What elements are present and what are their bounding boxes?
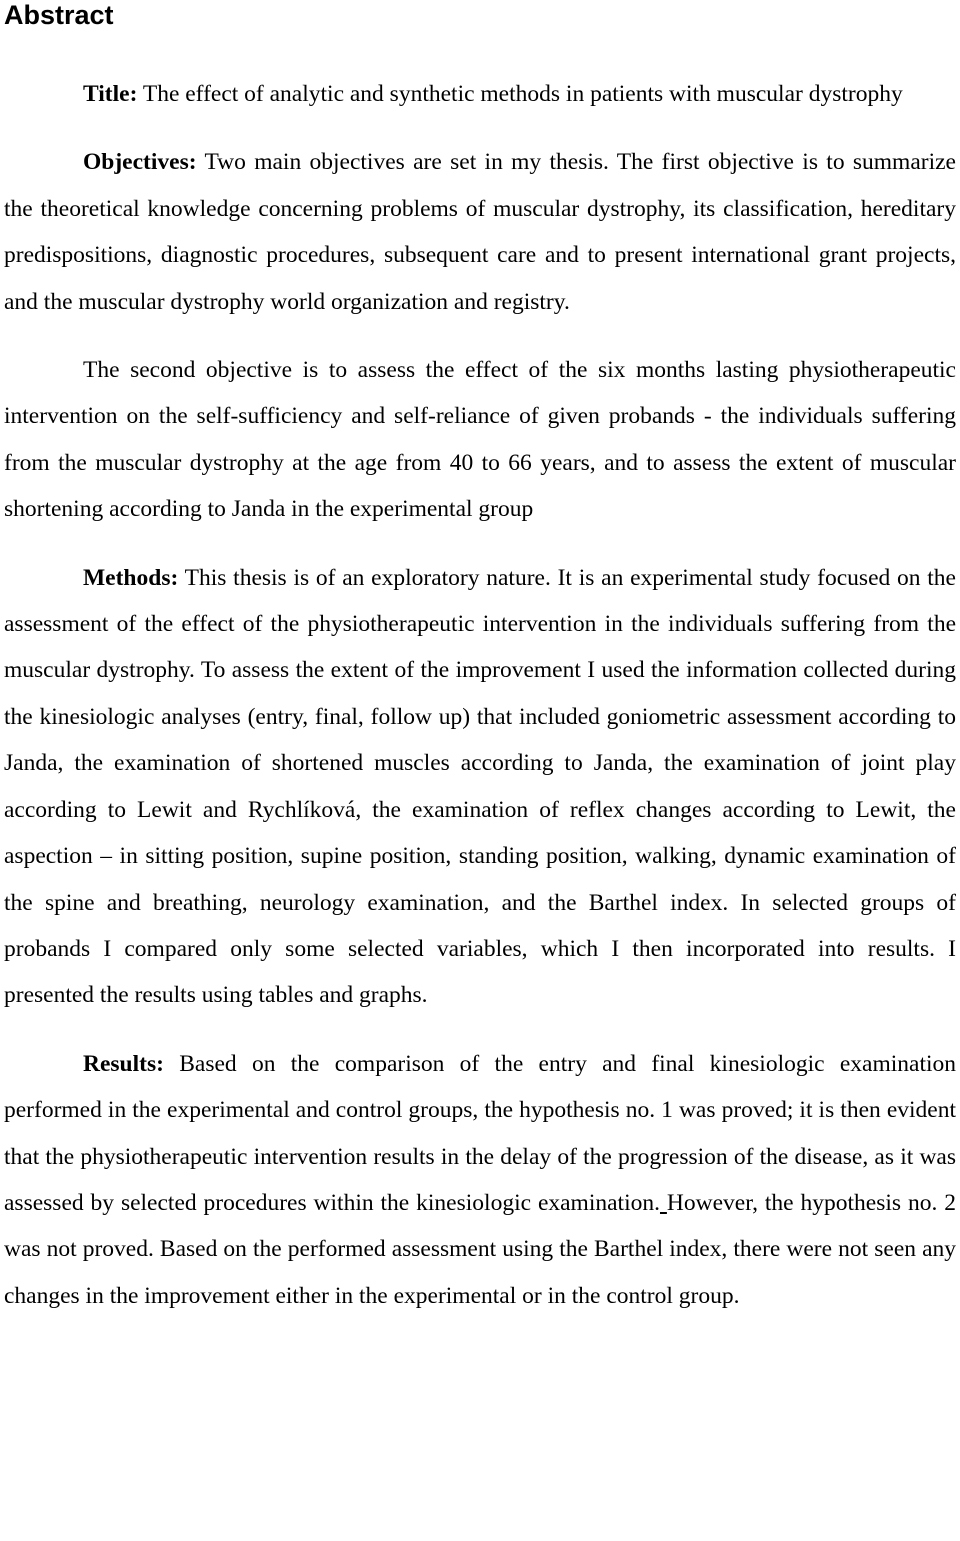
objectives-label: Objectives: <box>83 149 197 176</box>
results-paragraph <box>4 1041 956 1319</box>
title-paragraph <box>4 71 956 117</box>
objectives-text: Two main objectives are set in my thesis. The first objective is to summarize the theoretical knowledge concerning problems of muscular dystrophy, its classification, hereditary predispositions, diagnostic procedures, subsequent care and to present international grant projects, and the muscular dystrophy world organization and registry. <box>4 149 956 315</box>
methods-text: This thesis is of an exploratory nature. It is an experimental study focused on the assessment of the effect of the physiotherapeutic intervention in the individuals suffering from the muscular dystrophy. To assess the extent of the improvement I used the information collected during the kinesiologic analyses (entry, final, follow up) that included goniometric assessment according to Janda, the examination of shortened muscles according to Janda, the examination of joint play according to Lewit and Rychlíková, the examination of reflex changes according to Lewit, the aspection – in sitting position, supine position, standing position, walking, dynamic examination of the spine and breathing, neurology examination, and the Barthel index. In selected groups of probands I compared only some selected variables, which I then incorporated into results. I presented the results using tables and graphs. <box>4 564 956 1009</box>
second-objective-text: The second objective is to assess the effect of the six months lasting physiotherapeutic intervention on the self-sufficiency and self-reliance of given probands - the individuals suffering from the muscular dystrophy at the age from 40 to 66 years, and to assess the extent of muscular shortening according to Janda in the experimental group <box>4 357 956 523</box>
title-text: The effect of analytic and synthetic methods in patients with muscular dystrophy <box>137 81 903 107</box>
second-objective-paragraph <box>4 347 956 533</box>
results-text-a: Based on the comparison of the entry and final kinesiologic examination performed in the experimental and control groups, the hypothesis no. 1 was proved; it is then evident that the physiotherapeutic intervention results in the delay of the progression of the disease, as it was assessed by selected procedures within the kinesiologic examination. <box>4 1050 956 1216</box>
page-heading: Abstract <box>4 0 114 30</box>
abstract-page <box>4 0 956 1319</box>
objectives-paragraph <box>4 139 956 325</box>
methods-paragraph <box>4 555 956 1019</box>
methods-label: Methods: <box>83 564 179 591</box>
results-label: Results: <box>83 1050 164 1077</box>
results-underlined-space <box>660 1190 667 1216</box>
results-text-b: However, the hypothesis no. 2 was not proved. Based on the performed assessment using the Barthel index, there were not seen any changes in the improvement either in the experimental or in the control group. <box>4 1189 956 1309</box>
title-label: Title: <box>83 81 138 107</box>
